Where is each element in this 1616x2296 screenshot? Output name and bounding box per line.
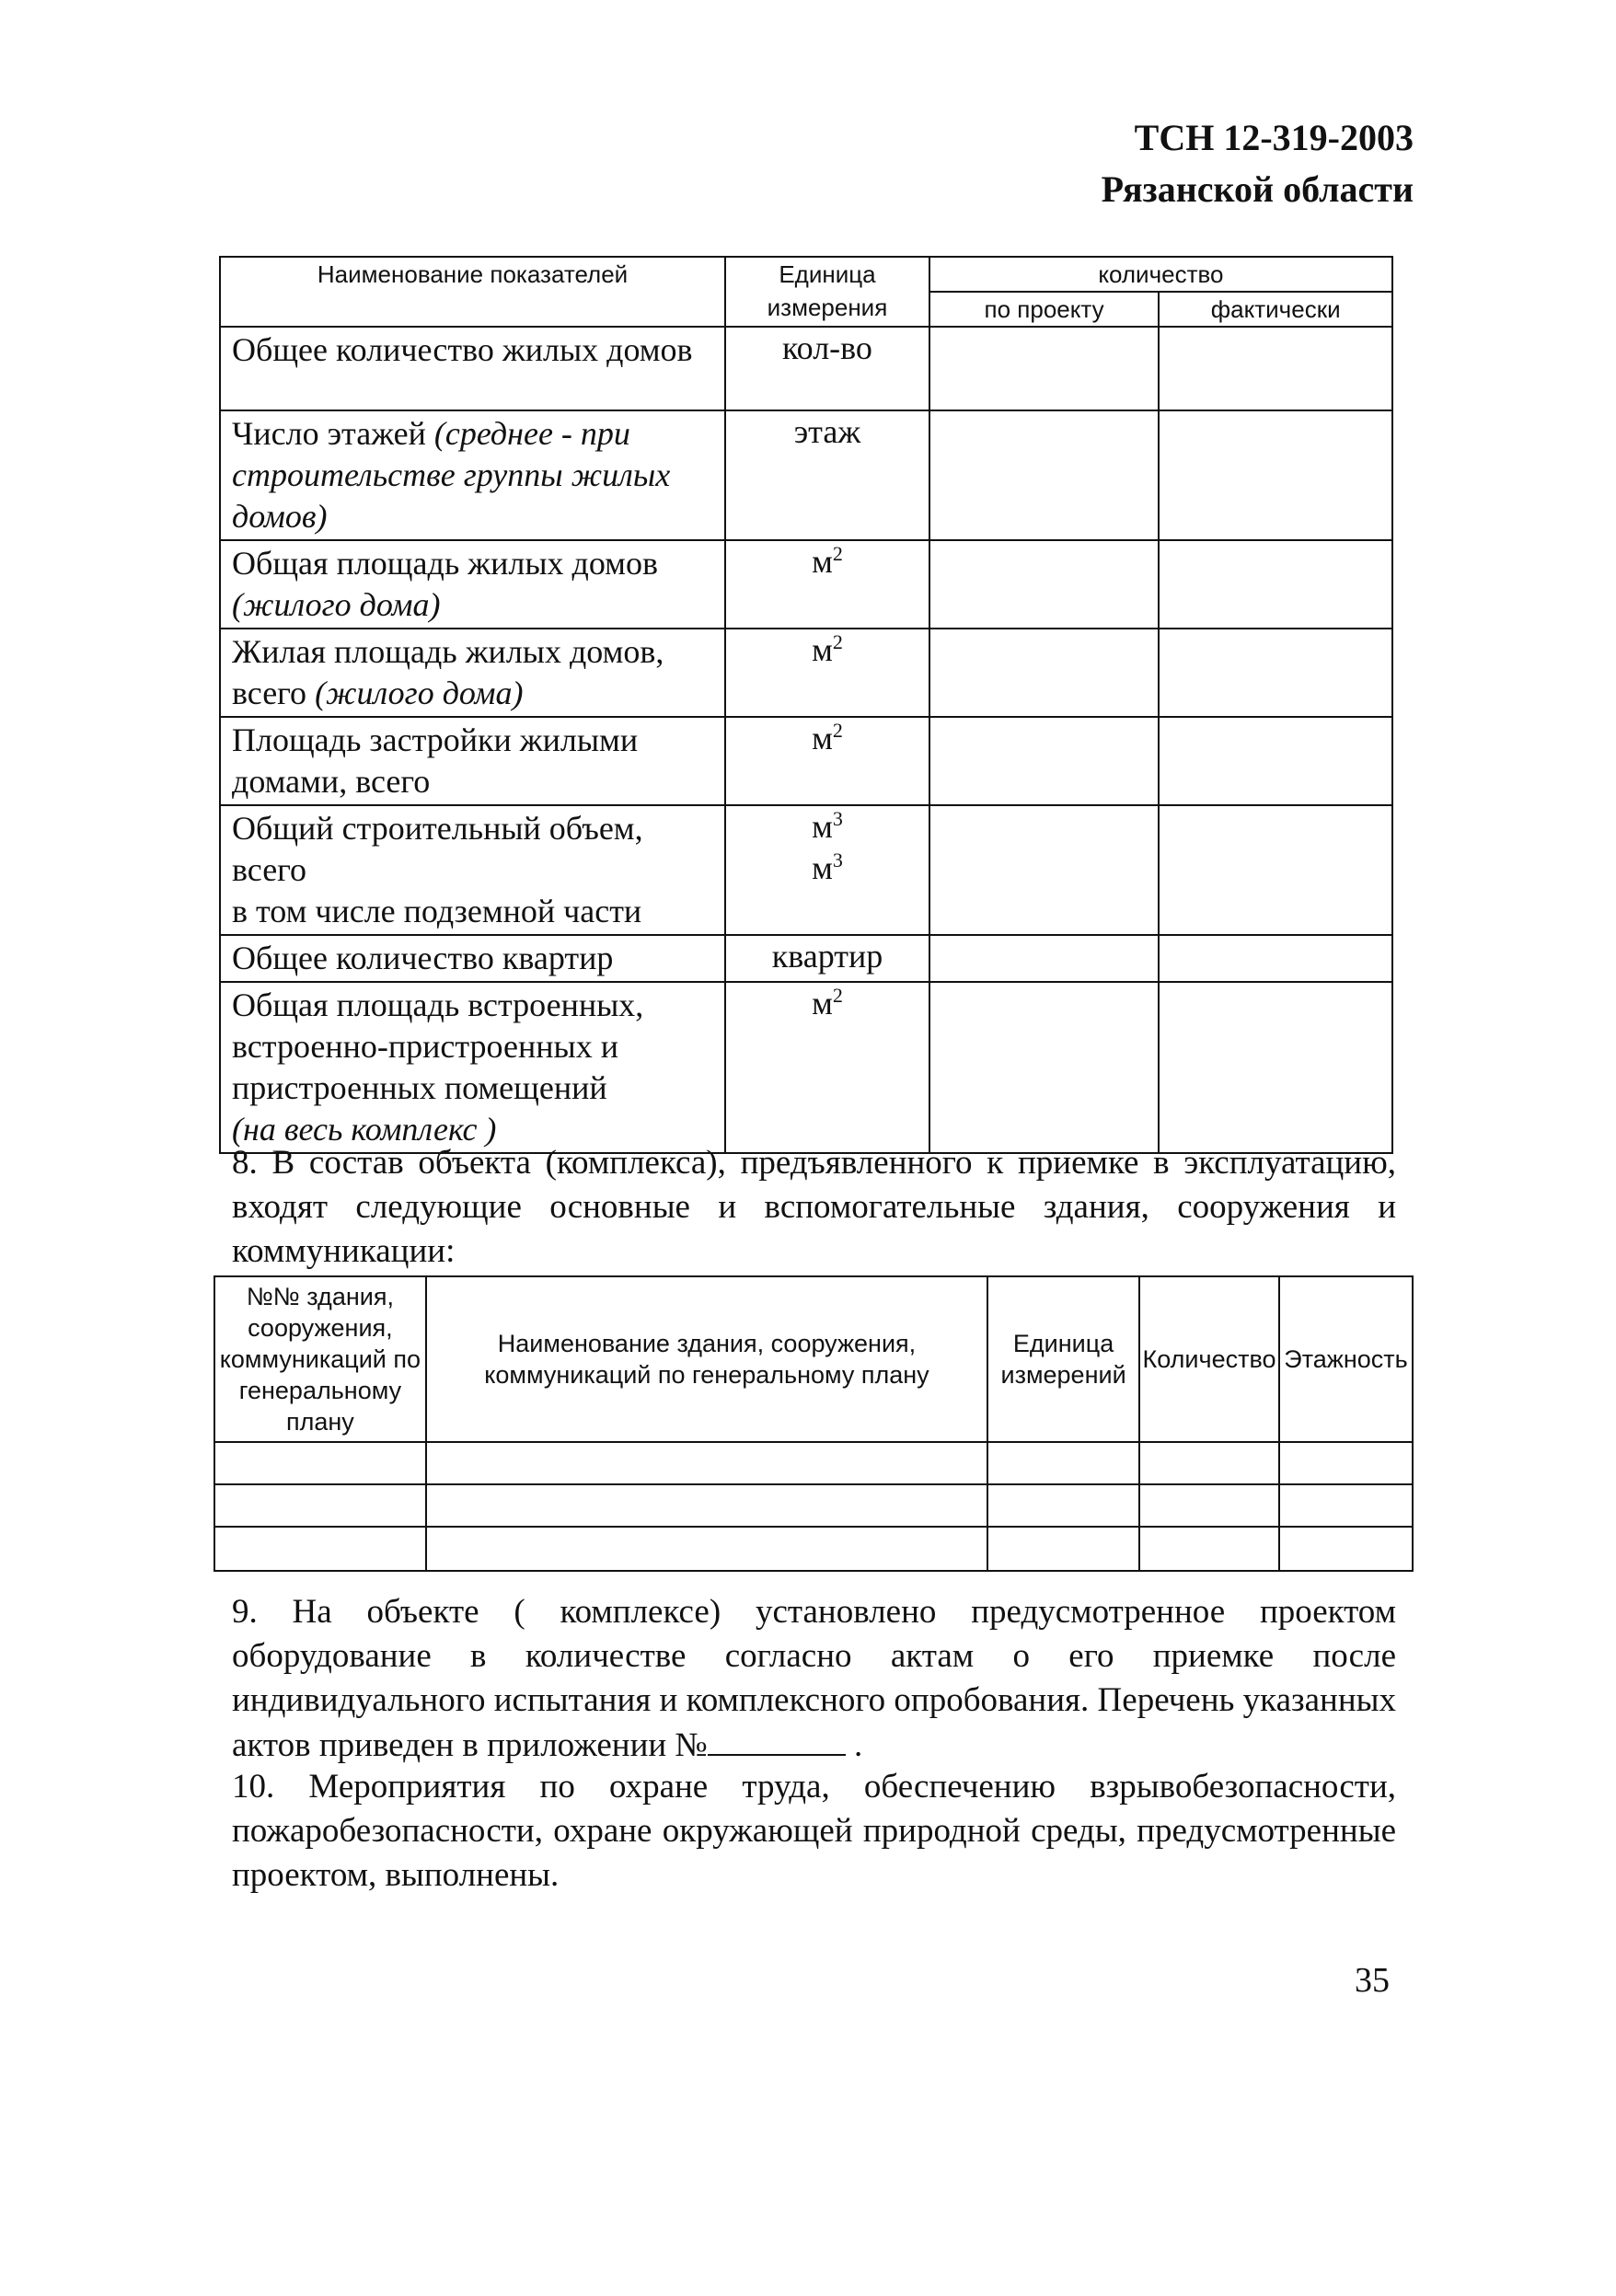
cell-project: [929, 410, 1160, 540]
cell-project: [929, 805, 1160, 935]
header-quantity: Количество: [1139, 1276, 1279, 1442]
row-name: Общая площадь встроенных, встроенно-пристроенных и пристроенных помещений (на весь комплекс ): [220, 982, 725, 1153]
row-name: Общая площадь жилых домов (жилого дома): [220, 540, 725, 629]
table-row: [214, 1527, 1413, 1571]
table-row: [220, 805, 1392, 935]
table-row: [220, 717, 1392, 805]
indicators-table: [219, 256, 1393, 1154]
document-header: [1102, 112, 1414, 215]
cell-actual: [1159, 717, 1392, 805]
row-unit: кол-во: [725, 327, 929, 410]
cell-project: [929, 540, 1160, 629]
document-region: Рязанской области: [1101, 168, 1414, 210]
row-unit: квартир: [725, 935, 929, 982]
row-name: Число этажей (среднее - при строительстве группы жилых домов): [220, 410, 725, 540]
table-row: [214, 1484, 1413, 1527]
paragraph-9: 9. На объекте ( комплексе) установлено предусмотренное проектом оборудование в количестве согласно актам о его приемке после индивидуального испытания и комплексного опробования. Перечень указанных актов приведен в приложении № .: [232, 1593, 1396, 1764]
table-row: [220, 982, 1392, 1153]
cell-actual: [1159, 982, 1392, 1153]
cell-project: [929, 629, 1160, 717]
header-quantity: количество: [929, 257, 1392, 292]
paragraph-10: 10. Мероприятия по охране труда, обеспечению взрывобезопасности, пожаробезопасности, охране окружающей природной среды, предусмотренные проектом, выполнены.: [232, 1768, 1396, 1894]
cell-project: [929, 982, 1160, 1153]
header-building-name: Наименование здания, сооружения, коммуникаций по генеральному плану: [426, 1276, 987, 1442]
row-unit: этаж: [725, 410, 929, 540]
cell-actual: [1159, 327, 1392, 410]
header-unit: Единица измерения: [725, 257, 929, 327]
page-number: 35: [1355, 1961, 1390, 2000]
row-name: Общее количество жилых домов: [220, 327, 725, 410]
table-row: [220, 540, 1392, 629]
buildings-table: [214, 1275, 1414, 1572]
table-row: [220, 629, 1392, 717]
cell-actual: [1159, 410, 1392, 540]
row-name: Площадь застройки жилыми домами, всего: [220, 717, 725, 805]
row-unit: $м^3$ $м^3$: [725, 805, 929, 935]
cell-actual: [1159, 540, 1392, 629]
row-unit: $м^2$: [725, 540, 929, 629]
document-code: ТСН 12-319-2003: [1134, 117, 1414, 158]
row-unit: $м^2$: [725, 717, 929, 805]
table-row: [214, 1442, 1413, 1484]
paragraph-8: 8. В состав объекта (комплекса), предъявленного к приемке в эксплуатацию, входят следующие основные и вспомогательные здания, сооружения и коммуникации:: [232, 1144, 1396, 1270]
cell-project: [929, 327, 1160, 410]
row-unit: $м^2$: [725, 982, 929, 1153]
cell-project: [929, 935, 1160, 982]
cell-actual: [1159, 629, 1392, 717]
header-building-number: №№ здания, сооружения, коммуникаций по генеральному плану: [214, 1276, 426, 1442]
header-unit: Единица измерений: [987, 1276, 1139, 1442]
header-by-project: по проекту: [929, 292, 1160, 327]
cell-actual: [1159, 935, 1392, 982]
table-row: [220, 327, 1392, 410]
cell-project: [929, 717, 1160, 805]
table-row: [220, 410, 1392, 540]
header-floors: Этажность: [1279, 1276, 1413, 1442]
row-unit: $м^2$: [725, 629, 929, 717]
cell-actual: [1159, 805, 1392, 935]
header-indicator-name: Наименование показателей: [220, 257, 725, 327]
row-name: Общее количество квартир: [220, 935, 725, 982]
row-name: Общий строительный объем, всего в том числе подземной части: [220, 805, 725, 935]
row-name: Жилая площадь жилых домов, всего (жилого дома): [220, 629, 725, 717]
table-row: [220, 935, 1392, 982]
header-actual: фактически: [1159, 292, 1392, 327]
appendix-number-blank: [708, 1723, 846, 1756]
